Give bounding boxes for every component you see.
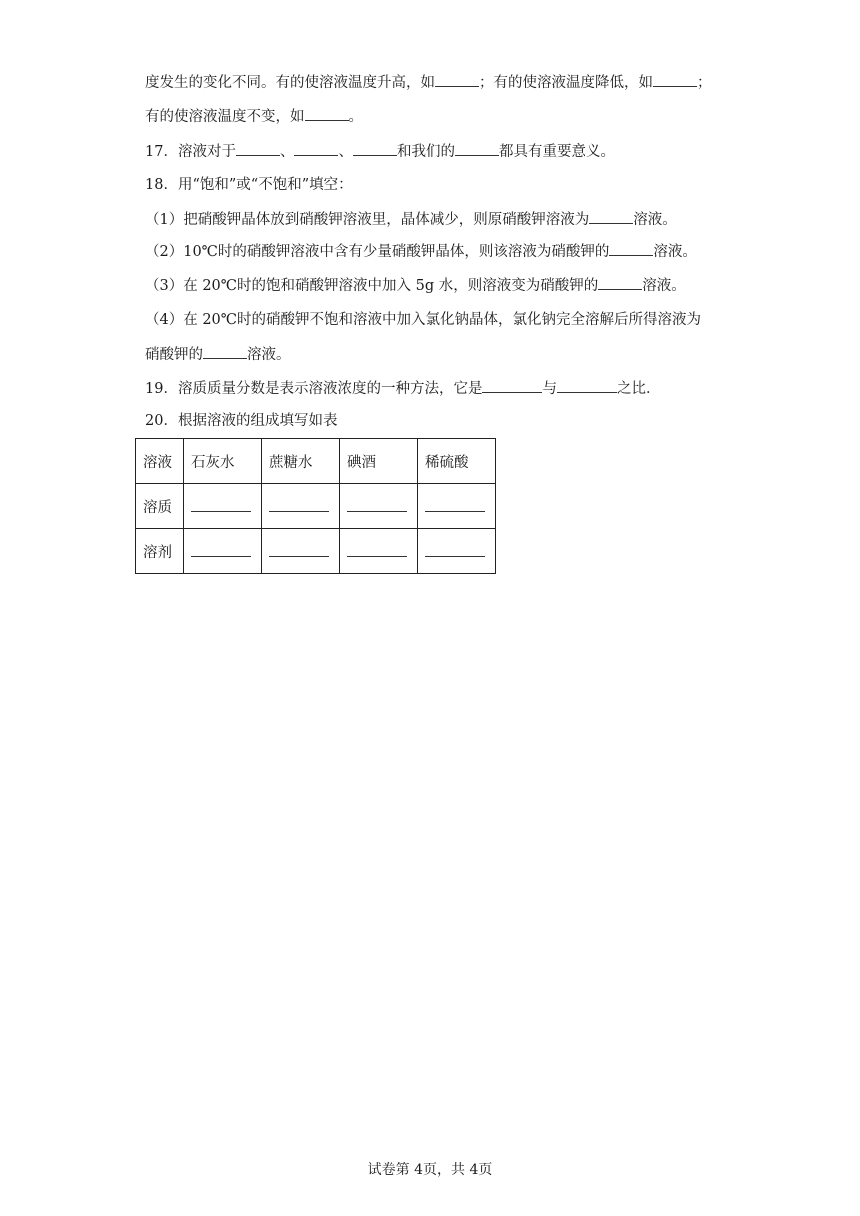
table-row [136, 529, 496, 574]
table-cell [340, 484, 418, 529]
answer-blank[interactable] [353, 141, 397, 156]
text: 之比． [616, 381, 661, 397]
question-20 [145, 411, 337, 431]
answer-blank[interactable] [236, 141, 280, 156]
text: 溶液。 [653, 244, 697, 260]
answer-blank[interactable] [425, 497, 485, 512]
text: 与 [542, 381, 557, 397]
question-18 [145, 175, 353, 195]
answer-blank[interactable] [557, 378, 617, 393]
text: ；有的使溶液温度降低，如 [479, 75, 653, 91]
answer-blank[interactable] [191, 542, 251, 557]
text-line [145, 72, 712, 93]
text: 溶液。 [642, 278, 686, 294]
answer-blank[interactable] [347, 497, 407, 512]
text-line [145, 106, 363, 127]
answer-blank[interactable] [269, 542, 329, 557]
table-header-cell: 石灰水 [184, 439, 262, 484]
question-19 [145, 378, 660, 399]
table-cell [262, 484, 340, 529]
solution-table [135, 438, 496, 574]
text: 18．用“饱和”或“不饱和”填空： [145, 177, 353, 193]
table-header-cell: 稀硫酸 [418, 439, 496, 484]
text: 有的使溶液温度不变，如 [145, 109, 305, 125]
text: （1）把硝酸钾晶体放到硝酸钾溶液里，晶体减少，则原硝酸钾溶液为 [145, 212, 590, 228]
answer-blank[interactable] [191, 497, 251, 512]
text: 溶液。 [247, 347, 291, 363]
table-header-cell: 溶液 [136, 439, 184, 484]
answer-blank[interactable] [609, 241, 653, 256]
answer-blank[interactable] [653, 72, 697, 87]
answer-blank[interactable] [294, 141, 338, 156]
answer-blank[interactable] [589, 209, 633, 224]
text: 17．溶液对于 [145, 144, 236, 160]
page-footer: 试卷第 4页，共 4页 [367, 1162, 493, 1178]
question-18-4 [145, 310, 701, 330]
table-cell [418, 529, 496, 574]
answer-blank[interactable] [598, 275, 642, 290]
text: 硝酸钾的 [145, 347, 203, 363]
text: 度发生的变化不同。有的使溶液温度升高，如 [145, 75, 435, 91]
text: （4）在 20℃时的硝酸钾不饱和溶液中加入氯化钠晶体，氯化钠完全溶解后所得溶液为 [145, 312, 702, 328]
question-18-1 [145, 209, 677, 230]
answer-blank[interactable] [425, 542, 485, 557]
answer-blank[interactable] [203, 344, 247, 359]
answer-blank[interactable] [305, 106, 349, 121]
text: 。 [348, 109, 363, 125]
text: ； [697, 75, 712, 91]
answer-blank[interactable] [435, 72, 479, 87]
text: 和我们的 [396, 144, 455, 160]
table-header-cell: 蔗糖水 [262, 439, 340, 484]
answer-blank[interactable] [482, 378, 542, 393]
text: （2）10℃时的硝酸钾溶液中含有少量硝酸钾晶体，则该溶液为硝酸钾的 [145, 244, 610, 260]
text: 19．溶质质量分数是表示溶液浓度的一种方法，它是 [145, 381, 483, 397]
table-cell [262, 529, 340, 574]
text: 溶液。 [633, 212, 677, 228]
text: （3）在 20℃时的饱和硝酸钾溶液中加入 5g 水，则溶液变为硝酸钾的 [145, 278, 599, 294]
row-label: 溶剂 [136, 529, 184, 574]
table-cell [184, 529, 262, 574]
question-17 [145, 141, 615, 162]
text: 、 [338, 144, 353, 160]
question-18-3 [145, 275, 686, 296]
question-18-2 [145, 241, 697, 262]
text: 20．根据溶液的组成填写如表 [145, 413, 338, 429]
text-line [145, 344, 291, 365]
text: 都具有重要意义。 [498, 144, 615, 160]
table-cell [340, 529, 418, 574]
row-label: 溶质 [136, 484, 184, 529]
table-header-cell: 碘酒 [340, 439, 418, 484]
text: 、 [279, 144, 295, 160]
table-cell [418, 484, 496, 529]
table-cell [184, 484, 262, 529]
table-row [136, 439, 496, 484]
table-row [136, 484, 496, 529]
answer-blank[interactable] [269, 497, 329, 512]
answer-blank[interactable] [347, 542, 407, 557]
answer-blank[interactable] [455, 141, 499, 156]
